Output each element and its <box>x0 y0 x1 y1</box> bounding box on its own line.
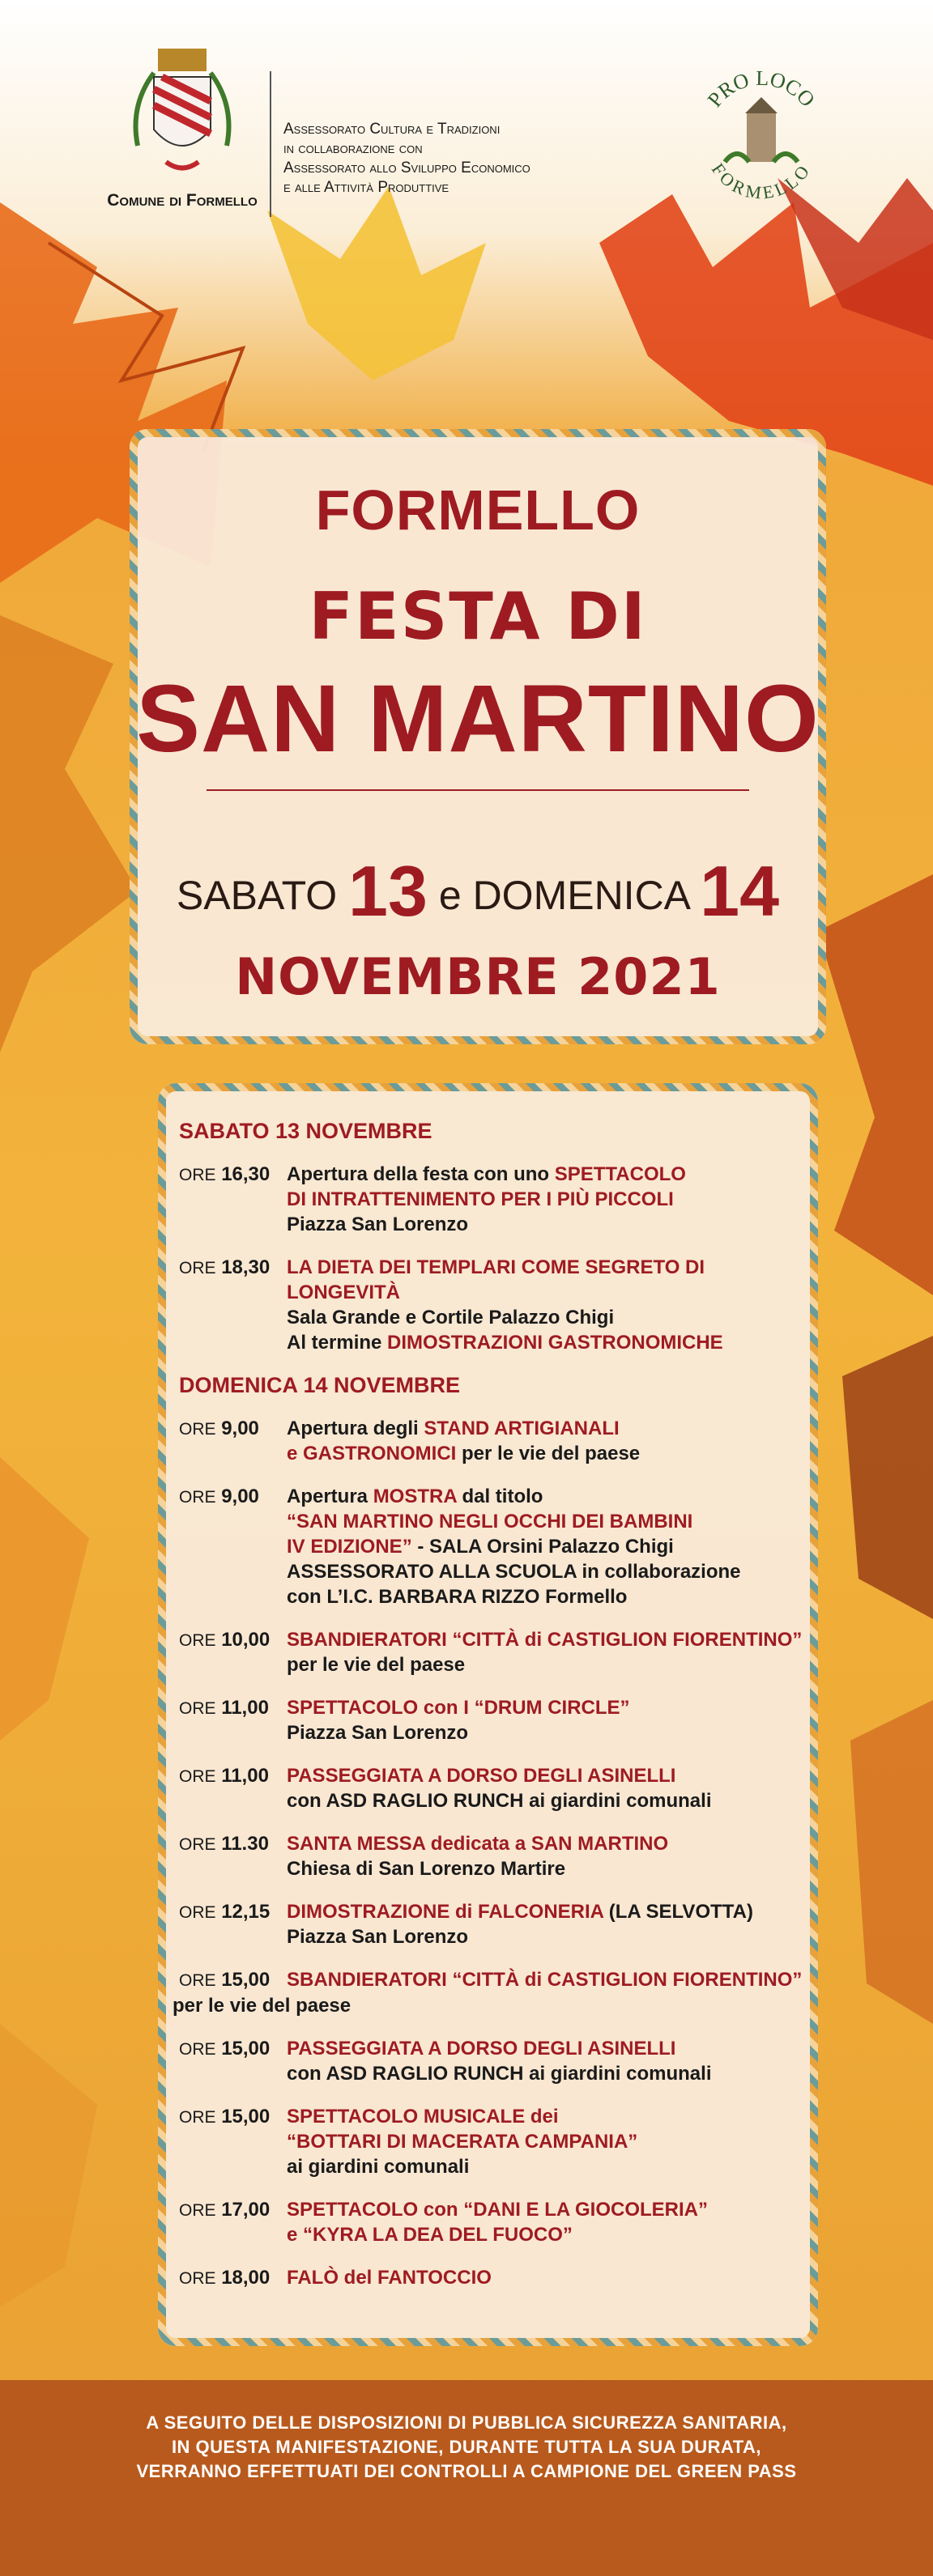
description-line <box>287 1695 804 1720</box>
san-martino-title: SAN MARTINO <box>136 665 820 772</box>
schedule-item <box>173 1484 804 1609</box>
schedule-item <box>173 2036 804 2086</box>
schedule-description <box>287 1162 804 1237</box>
plain-text: con ASD RAGLIO RUNCH ai giardini comunali <box>287 1790 712 1812</box>
schedule-description <box>287 2104 804 2179</box>
schedule-item <box>173 2265 804 2291</box>
schedule-time <box>173 2104 287 2179</box>
highlight-text: “SAN MARTINO NEGLI OCCHI DEI BAMBINI <box>287 1511 693 1532</box>
time-value: 16,30 <box>221 1163 271 1185</box>
description-line <box>287 1856 804 1881</box>
ore-label: ORE <box>179 1971 216 1990</box>
description-line <box>287 1305 804 1330</box>
schedule-item <box>173 1899 804 1949</box>
title-divider <box>207 789 749 791</box>
plain-text: Sala Grande e Cortile Palazzo Chigi <box>287 1307 615 1328</box>
description-line <box>287 1162 804 1187</box>
comune-crest-icon <box>121 40 243 186</box>
assessorato-line: e alle Attività Produttive <box>283 179 449 196</box>
schedule-description <box>287 2265 804 2291</box>
description-line <box>287 1652 804 1677</box>
description-line <box>287 1763 804 1788</box>
day1-number: 13 <box>348 851 428 931</box>
schedule-item <box>173 2197 804 2247</box>
time-value: 10,00 <box>221 1629 271 1651</box>
time-value: 11,00 <box>221 1697 269 1719</box>
time-value: 9,00 <box>221 1418 259 1439</box>
time-value: 12,15 <box>221 1901 271 1923</box>
highlight-text: LA DIETA DEI TEMPLARI COME SEGRETO DI LONGEVITÀ <box>287 1256 705 1303</box>
highlight-text: SBANDIERATORI “CITTÀ di CASTIGLION FIORENTINO” <box>287 1629 803 1651</box>
time-value: 17,00 <box>221 2199 271 2221</box>
schedule-item <box>173 1763 804 1813</box>
sabato-label: SABATO <box>176 873 338 918</box>
schedule-item <box>173 1416 804 1466</box>
town-name: FORMELLO <box>315 478 641 542</box>
proloco-bottom-text: FORMELLO <box>707 159 816 203</box>
schedule-time <box>173 1627 287 1677</box>
ore-label: ORE <box>179 1259 216 1277</box>
description-line <box>287 1484 804 1509</box>
proloco-logo <box>688 65 834 210</box>
description-line <box>287 2154 804 2179</box>
highlight-text: SPETTACOLO MUSICALE dei <box>287 2106 559 2128</box>
time-value: 18,30 <box>221 1256 271 1278</box>
description-line <box>287 1212 804 1237</box>
schedule-description <box>287 1763 804 1813</box>
time-value: 15,00 <box>221 1969 271 1991</box>
description-line <box>287 1187 804 1212</box>
ore-label: ORE <box>179 1420 216 1439</box>
schedule-time <box>173 1162 287 1237</box>
schedule-time <box>173 1416 287 1466</box>
schedule-time <box>173 1967 287 1993</box>
plain-text: per le vie del paese <box>287 1654 466 1676</box>
plain-text: Piazza San Lorenzo <box>287 1214 469 1235</box>
ore-label: ORE <box>179 1903 216 1922</box>
plain-text: Apertura della festa con uno <box>287 1163 555 1185</box>
assessorato-line: Assessorato allo Sviluppo Economico <box>283 159 530 176</box>
highlight-text: STAND ARTIGIANALI <box>424 1418 620 1439</box>
highlight-text: MOSTRA <box>373 1486 457 1507</box>
and-label: e <box>438 873 462 918</box>
highlight-text: e GASTRONOMICI <box>287 1443 457 1464</box>
schedule-item <box>173 1162 804 1237</box>
ore-label: ORE <box>179 1767 216 1786</box>
schedule-time <box>173 2265 287 2291</box>
title-panel <box>130 429 826 1044</box>
day-heading: DOMENICA 14 NOVEMBRE <box>179 1373 461 1397</box>
schedule-item <box>173 1627 804 1677</box>
schedule-item <box>173 1695 804 1745</box>
ore-label: ORE <box>179 1631 216 1650</box>
description-line <box>287 1509 804 1534</box>
footer-line: VERRANNO EFFETTUATI DEI CONTROLLI A CAMPIONE DEL GREEN PASS <box>136 2461 797 2481</box>
highlight-text: PASSEGGIATA A DORSO DEGLI ASINELLI <box>287 1765 676 1787</box>
plain-text: ASSESSORATO ALLA SCUOLA in collaborazione <box>287 1561 741 1583</box>
description-line <box>287 1627 804 1652</box>
description-line <box>287 1924 804 1949</box>
time-value: 18,00 <box>221 2267 271 2289</box>
footer-line: IN QUESTA MANIFESTAZIONE, DURANTE TUTTA LA SUA DURATA, <box>171 2437 762 2457</box>
program-list <box>173 1107 804 2309</box>
schedule-description <box>287 2197 804 2247</box>
assessorato-line: in collaborazione con <box>283 140 423 157</box>
highlight-text: SPETTACOLO con “DANI E LA GIOCOLERIA” <box>287 2199 709 2221</box>
schedule-time <box>173 1695 287 1745</box>
schedule-description <box>287 1255 804 1355</box>
description-line <box>287 1330 804 1355</box>
highlight-text: SBANDIERATORI “CITTÀ di CASTIGLION FIORENTINO” <box>287 1969 803 1991</box>
day2-number: 14 <box>700 851 780 931</box>
schedule-item <box>173 2104 804 2179</box>
schedule-time <box>173 2197 287 2247</box>
plain-text: Chiesa di San Lorenzo Martire <box>287 1858 566 1880</box>
description-line <box>287 2197 804 2222</box>
footer-notice <box>0 2411 933 2484</box>
schedule-description <box>287 1416 804 1466</box>
ore-label: ORE <box>179 1166 216 1184</box>
ore-label: ORE <box>179 1699 216 1718</box>
plain-text: Piazza San Lorenzo <box>287 1722 469 1744</box>
time-value: 9,00 <box>221 1486 259 1507</box>
schedule-time <box>173 2036 287 2086</box>
festa-title: FESTA DI <box>309 579 647 654</box>
ore-label: ORE <box>179 2201 216 2220</box>
highlight-text: FALÒ del FANTOCCIO <box>287 2267 492 2289</box>
plain-text: dal titolo <box>456 1486 543 1507</box>
plain-text: ai giardini comunali <box>287 2156 470 2178</box>
schedule-description <box>287 2036 804 2086</box>
description-line <box>287 2265 804 2290</box>
domenica-label: DOMENICA <box>472 873 689 918</box>
month-year: NOVEMBRE 2021 <box>235 947 721 1006</box>
highlight-text: DIMOSTRAZIONE di FALCONERIA <box>287 1901 604 1923</box>
plain-text: (LA SELVOTTA) <box>603 1901 753 1923</box>
plain-text: con L’I.C. BARBARA RIZZO Formello <box>287 1586 628 1608</box>
header-divider <box>270 71 271 217</box>
description-line <box>287 1255 804 1305</box>
plain-text: Al termine <box>287 1332 388 1354</box>
comune-name: Comune di Formello <box>107 191 258 210</box>
footer-line: A SEGUITO DELLE DISPOSIZIONI DI PUBBLICA SICUREZZA SANITARIA, <box>146 2412 787 2433</box>
plain-text: Apertura degli <box>287 1418 424 1439</box>
description-line <box>287 1967 804 1992</box>
schedule-time <box>173 1831 287 1881</box>
time-value: 11,00 <box>221 1765 269 1787</box>
date-line <box>130 850 826 933</box>
description-line <box>287 1831 804 1856</box>
description-line <box>287 2129 804 2154</box>
schedule-description <box>287 1831 804 1881</box>
highlight-text: PASSEGGIATA A DORSO DEGLI ASINELLI <box>287 2038 676 2060</box>
highlight-text: SPETTACOLO con I “DRUM CIRCLE” <box>287 1697 630 1719</box>
highlight-text: DIMOSTRAZIONI GASTRONOMICHE <box>387 1332 723 1354</box>
ore-label: ORE <box>179 1488 216 1507</box>
highlight-text: DI INTRATTENIMENTO PER I PIÙ PICCOLI <box>287 1188 674 1210</box>
plain-text: per le vie del paese <box>456 1443 641 1464</box>
description-line <box>287 2222 804 2247</box>
ore-label: ORE <box>179 2108 216 2127</box>
program-panel <box>158 1083 818 2346</box>
schedule-time <box>173 1484 287 1609</box>
highlight-text: e “KYRA LA DEA DEL FUOCO” <box>287 2224 573 2246</box>
header <box>0 0 933 243</box>
schedule-description <box>287 1484 804 1609</box>
plain-text: - SALA Orsini Palazzo Chigi <box>411 1536 674 1558</box>
description-line <box>287 1559 804 1584</box>
highlight-text: “BOTTARI DI MACERATA CAMPANIA” <box>287 2131 638 2153</box>
day-heading: SABATO 13 NOVEMBRE <box>179 1119 432 1143</box>
schedule-time <box>173 1763 287 1813</box>
schedule-item <box>173 1831 804 1881</box>
highlight-text: SPETTACOLO <box>554 1163 686 1185</box>
time-value: 11.30 <box>221 1833 269 1855</box>
schedule-time <box>173 1255 287 1355</box>
plain-text: con ASD RAGLIO RUNCH ai giardini comunali <box>287 2063 712 2085</box>
highlight-text: IV EDIZIONE” <box>287 1536 412 1558</box>
description-line <box>287 2061 804 2086</box>
schedule-item <box>173 1255 804 1355</box>
assessorato-line: Assessorato Cultura e Tradizioni <box>283 121 501 138</box>
ore-label: ORE <box>179 1835 216 1854</box>
time-value: 15,00 <box>221 2106 271 2128</box>
description-line <box>287 1720 804 1745</box>
svg-text:FORMELLO <box>708 159 815 203</box>
schedule-description <box>287 1627 804 1677</box>
footer-banner <box>0 2380 933 2576</box>
description-line <box>287 2036 804 2061</box>
description-line <box>287 1899 804 1924</box>
schedule-time <box>173 1899 287 1949</box>
schedule-description <box>287 1695 804 1745</box>
schedule-description <box>287 1899 804 1949</box>
description-line <box>287 1441 804 1466</box>
plain-text: Apertura <box>287 1486 373 1507</box>
assessorato-block <box>283 120 624 198</box>
plain-text: Piazza San Lorenzo <box>287 1926 469 1948</box>
description-line <box>287 1534 804 1559</box>
description-line <box>287 1788 804 1813</box>
time-value: 15,00 <box>221 2038 271 2060</box>
description-line <box>287 1416 804 1441</box>
description-line <box>287 1584 804 1609</box>
ore-label: ORE <box>179 2269 216 2288</box>
schedule-trailing-line: per le vie del paese <box>173 1995 351 2017</box>
schedule-item <box>173 1967 804 1993</box>
proloco-top-text: PRO LOCO <box>702 66 820 112</box>
schedule-description <box>287 1967 804 1993</box>
description-line <box>287 2104 804 2129</box>
ore-label: ORE <box>179 2040 216 2059</box>
highlight-text: SANTA MESSA dedicata a SAN MARTINO <box>287 1833 669 1855</box>
